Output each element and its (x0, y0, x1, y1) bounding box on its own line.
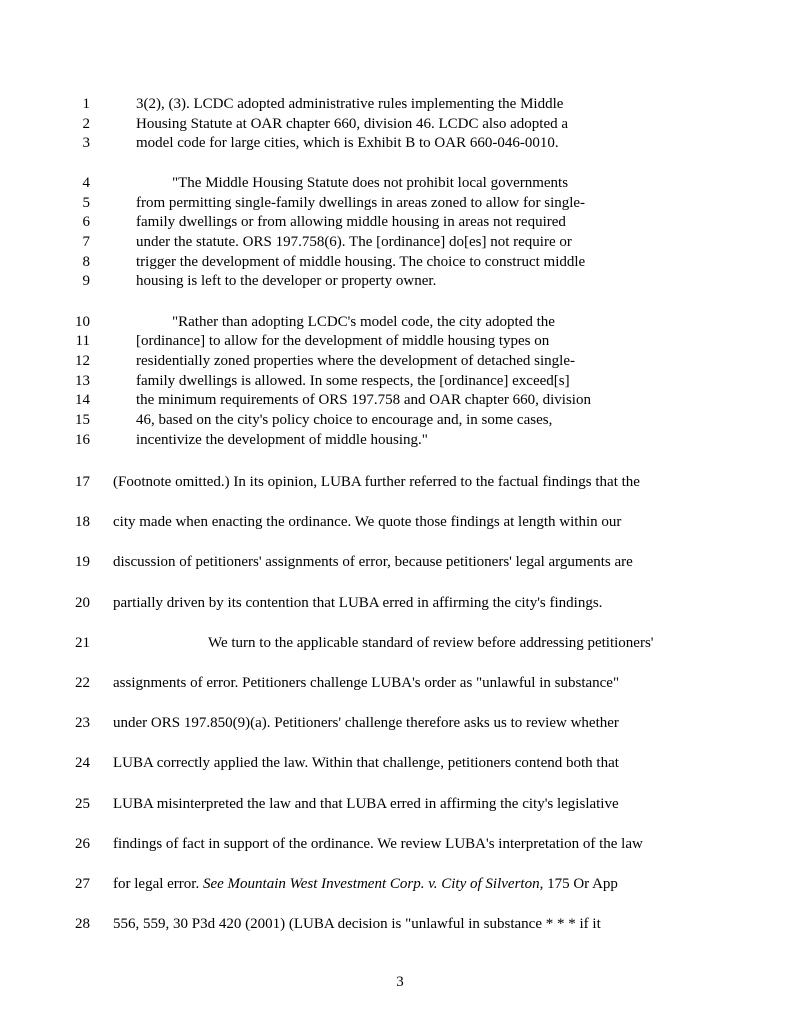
line-number: 11 (75, 333, 90, 349)
line-number: 25 (75, 795, 90, 812)
block-quote-line: Housing Statute at OAR chapter 660, division 46. LCDC also adopted a (136, 115, 569, 132)
line-number: 18 (75, 514, 90, 531)
block-quote-line: from permitting single-family dwellings in areas zoned to allow for single- (136, 195, 586, 211)
body-text-line: findings of fact in support of the ordinance. We review LUBA's interpretation of the law (113, 835, 643, 852)
block-quote-line: under the statute. ORS 197.758(6). The [ordinance] do[es] not require or (136, 234, 572, 250)
line-number: 6 (82, 214, 90, 230)
line-number: 2 (82, 115, 90, 132)
block-quote-line: family dwellings is allowed. In some respects, the [ordinance] exceed[s] (136, 373, 570, 389)
line-number: 5 (82, 195, 90, 211)
body-text-line: under ORS 197.850(9)(a). Petitioners' challenge therefore asks us to review whether (113, 715, 619, 732)
block-quote-line: incentivize the development of middle housing." (136, 432, 428, 448)
body-text-line: city made when enacting the ordinance. We quote those findings at length within our (113, 514, 622, 531)
line-number: 24 (75, 755, 90, 772)
line-number: 4 (82, 175, 90, 191)
line-number: 22 (75, 675, 90, 691)
line-number: 12 (75, 353, 90, 369)
line-number: 19 (75, 554, 90, 571)
line-number: 7 (82, 234, 90, 250)
block-quote-line: [ordinance] to allow for the development of middle housing types on (136, 333, 550, 349)
body-text-line: We turn to the applicable standard of review before addressing petitioners' (208, 634, 654, 651)
block-quote-line: family dwellings or from allowing middle housing in areas not required (136, 214, 566, 230)
line-number: 10 (75, 314, 90, 330)
block-quote-line: "The Middle Housing Statute does not prohibit local governments (172, 175, 569, 191)
block-quote-line: residentially zoned properties where the development of detached single- (136, 353, 575, 369)
line-number: 26 (75, 835, 90, 852)
block-quote-line: the minimum requirements of ORS 197.758 and OAR chapter 660, division (136, 392, 591, 408)
line-number: 1 (82, 96, 90, 112)
line-number: 17 (75, 474, 90, 490)
line-number: 21 (75, 634, 90, 651)
text-segment: , 175 Or App (539, 876, 618, 892)
line-number: 14 (75, 392, 90, 408)
body-text-line: 556, 559, 30 P3d 420 (2001) (LUBA decision is "unlawful in substance * * * if it (113, 916, 601, 933)
body-text-line: LUBA correctly applied the law. Within that challenge, petitioners contend both that (113, 755, 619, 772)
case-citation: See Mountain West Investment Corp. v. City of Silverton (202, 876, 540, 892)
block-quote-line: 46, based on the city's policy choice to encourage and, in some cases, (136, 412, 553, 428)
block-quote-line: model code for large cities, which is Exhibit B to OAR 660-046-0010. (136, 135, 559, 151)
line-number: 15 (75, 412, 90, 428)
block-quote-line: 3(2), (3). LCDC adopted administrative rules implementing the Middle (136, 96, 564, 112)
body-text-line: (Footnote omitted.) In its opinion, LUBA further referred to the factual findings that the (113, 474, 640, 490)
line-number: 8 (82, 254, 90, 270)
block-quote-line: trigger the development of middle housing. The choice to construct middle (136, 254, 586, 270)
line-number: 3 (82, 135, 90, 151)
page-number: 3 (396, 974, 404, 990)
line-number: 9 (82, 273, 90, 289)
line-number: 23 (75, 715, 90, 732)
body-text-line: LUBA misinterpreted the law and that LUBA erred in affirming the city's legislative (113, 795, 619, 812)
body-text-line (113, 874, 618, 894)
line-number: 28 (75, 916, 90, 933)
text-segment: for legal error. (113, 876, 203, 892)
body-text-line: discussion of petitioners' assignments of error, because petitioners' legal arguments are (113, 554, 633, 571)
body-text-line: partially driven by its contention that LUBA erred in affirming the city's findings. (113, 594, 603, 611)
line-number: 16 (75, 432, 90, 448)
block-quote-line: "Rather than adopting LCDC's model code, the city adopted the (172, 314, 555, 330)
line-number: 27 (75, 876, 90, 892)
line-number: 13 (75, 373, 90, 389)
block-quote-line: housing is left to the developer or property owner. (136, 273, 437, 289)
body-text-line: assignments of error. Petitioners challenge LUBA's order as "unlawful in substance" (113, 675, 620, 691)
line-number: 20 (75, 594, 90, 611)
